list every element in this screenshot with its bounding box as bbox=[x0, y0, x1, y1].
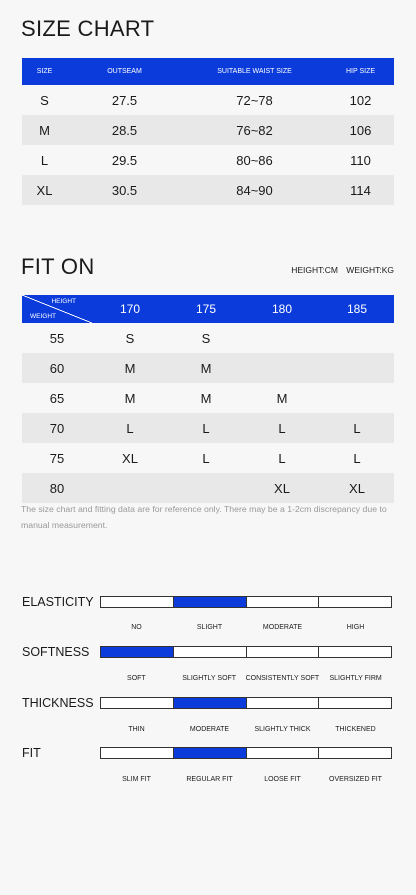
scale-option: HIGH bbox=[346, 624, 365, 631]
column-header: SIZE bbox=[22, 58, 67, 85]
table-row bbox=[22, 175, 394, 205]
weight-cell: 55 bbox=[49, 330, 65, 346]
disclaimer-note: The size chart and fitting data are for reference only. There may be a 1-2cm discrepancy due to manual measurement. bbox=[21, 504, 387, 530]
table-cell: M bbox=[276, 390, 288, 406]
scale-label-softness: SOFTNESS bbox=[22, 645, 90, 659]
scale-bar-elasticity bbox=[100, 596, 392, 608]
table-cell: XL bbox=[244, 473, 320, 503]
table-row bbox=[22, 413, 394, 443]
table-cell bbox=[320, 353, 394, 383]
corner-height-label: HEIGHT bbox=[51, 298, 76, 305]
table-cell: L bbox=[353, 450, 361, 466]
table-cell: L bbox=[320, 413, 394, 443]
table-cell: M bbox=[200, 390, 212, 406]
scale-option: REGULAR FIT bbox=[186, 776, 233, 783]
table-cell: M bbox=[168, 353, 244, 383]
fit-on-title: FIT ON bbox=[21, 254, 95, 279]
scale-options-softness bbox=[100, 675, 392, 682]
table-cell bbox=[320, 323, 394, 353]
scale-label-fit: FIT bbox=[22, 746, 41, 760]
table-cell: 110 bbox=[350, 152, 371, 168]
table-cell bbox=[320, 383, 394, 413]
size-chart-title: SIZE CHART bbox=[21, 16, 155, 41]
table-cell: M bbox=[124, 390, 136, 406]
scale-option: OVERSIZED FIT bbox=[329, 776, 382, 783]
table-cell: 76~82 bbox=[182, 115, 327, 145]
scale-option: LOOSE FIT bbox=[264, 776, 301, 783]
scale-label-thickness: THICKNESS bbox=[22, 696, 94, 710]
table-cell: L bbox=[202, 450, 210, 466]
scale-option: THIN bbox=[128, 726, 145, 733]
scale-segment bbox=[319, 647, 391, 657]
table-cell bbox=[244, 353, 320, 383]
table-cell bbox=[244, 323, 320, 353]
scale-bar-fit bbox=[100, 747, 392, 759]
table-row bbox=[22, 115, 394, 145]
scale-segment-selected bbox=[101, 647, 174, 657]
scale-segment bbox=[247, 597, 320, 607]
height-header: 185 bbox=[320, 295, 394, 323]
table-cell: 106 bbox=[327, 115, 394, 145]
scale-option: SLIM FIT bbox=[122, 776, 151, 783]
weight-cell: 80 bbox=[22, 473, 92, 503]
table-cell: 102 bbox=[349, 92, 372, 108]
table-cell: L bbox=[92, 413, 168, 443]
scale-option: THICKENED bbox=[335, 726, 376, 733]
corner-weight-label: WEIGHT bbox=[30, 313, 56, 320]
scale-segment-selected bbox=[174, 597, 247, 607]
scale-segment bbox=[101, 698, 174, 708]
scale-segment bbox=[319, 698, 391, 708]
table-row bbox=[22, 383, 394, 413]
height-header: 180 bbox=[244, 295, 320, 323]
table-cell: XL bbox=[320, 473, 394, 503]
scale-segment-selected bbox=[174, 698, 247, 708]
fit-on-table bbox=[22, 295, 394, 503]
fit-on-header bbox=[22, 295, 394, 323]
column-header: HIP SIZE bbox=[327, 58, 394, 85]
units-label: HEIGHT:CM WEIGHT:KG bbox=[291, 265, 394, 275]
table-cell: 27.5 bbox=[111, 92, 138, 108]
table-cell: S bbox=[125, 330, 135, 346]
weight-cell: 60 bbox=[22, 353, 92, 383]
table-cell: L bbox=[168, 413, 244, 443]
column-header: SUITABLE WAIST SIZE bbox=[182, 58, 327, 85]
table-cell: S bbox=[40, 92, 49, 108]
scale-options-elasticity bbox=[100, 624, 392, 631]
table-cell bbox=[92, 473, 168, 503]
scale-bar-softness bbox=[100, 646, 392, 658]
weight-cell: 70 bbox=[22, 413, 92, 443]
scale-segment bbox=[101, 597, 174, 607]
scale-segment bbox=[247, 698, 320, 708]
height-header: 175 bbox=[168, 295, 244, 323]
table-row bbox=[22, 443, 394, 473]
table-cell: 29.5 bbox=[111, 152, 138, 168]
table-cell: 72~78 bbox=[236, 92, 273, 108]
table-cell: 114 bbox=[327, 175, 394, 205]
table-cell: 30.5 bbox=[67, 175, 182, 205]
scale-option: SLIGHTLY THICK bbox=[254, 726, 311, 733]
table-cell bbox=[168, 473, 244, 503]
size-chart-table bbox=[22, 58, 394, 205]
table-row bbox=[22, 353, 394, 383]
table-cell: S bbox=[201, 330, 211, 346]
table-cell: L bbox=[244, 413, 320, 443]
scale-option: SLIGHT bbox=[196, 624, 223, 631]
table-cell: M bbox=[92, 353, 168, 383]
scale-bar-thickness bbox=[100, 697, 392, 709]
scale-segment bbox=[101, 748, 174, 758]
size-chart-header bbox=[22, 58, 394, 85]
scale-segment bbox=[247, 748, 320, 758]
height-weight-corner bbox=[22, 295, 92, 323]
weight-cell: 75 bbox=[49, 450, 65, 466]
weight-cell: 65 bbox=[49, 390, 65, 406]
scale-label-elasticity: ELASTICITY bbox=[22, 595, 94, 609]
table-cell: 80~86 bbox=[236, 152, 273, 168]
scale-options-thickness bbox=[100, 726, 392, 733]
scale-segment bbox=[319, 597, 391, 607]
table-cell: 84~90 bbox=[182, 175, 327, 205]
table-cell: L bbox=[40, 152, 49, 168]
table-cell: 28.5 bbox=[67, 115, 182, 145]
scale-option: CONSISTENTLY SOFT bbox=[245, 675, 320, 682]
table-cell: XL bbox=[122, 450, 138, 466]
scale-segment-selected bbox=[174, 748, 247, 758]
table-cell: L bbox=[278, 450, 286, 466]
scale-segment bbox=[319, 748, 391, 758]
column-header: OUTSEAM bbox=[67, 58, 182, 85]
scale-option: SOFT bbox=[127, 675, 146, 682]
scale-option: NO bbox=[131, 624, 142, 631]
scale-option: MODERATE bbox=[262, 624, 303, 631]
height-header: 170 bbox=[92, 295, 168, 323]
table-row bbox=[22, 323, 394, 353]
scale-option: SLIGHTLY SOFT bbox=[182, 675, 237, 682]
table-row bbox=[22, 473, 394, 503]
table-cell: XL bbox=[22, 175, 67, 205]
table-row bbox=[22, 145, 394, 175]
table-row bbox=[22, 85, 394, 115]
scale-options-fit bbox=[100, 776, 392, 783]
scale-segment bbox=[247, 647, 320, 657]
scale-segment bbox=[174, 647, 247, 657]
scale-option: SLIGHTLY FIRM bbox=[329, 675, 382, 682]
scale-option: MODERATE bbox=[189, 726, 230, 733]
table-cell: M bbox=[22, 115, 67, 145]
